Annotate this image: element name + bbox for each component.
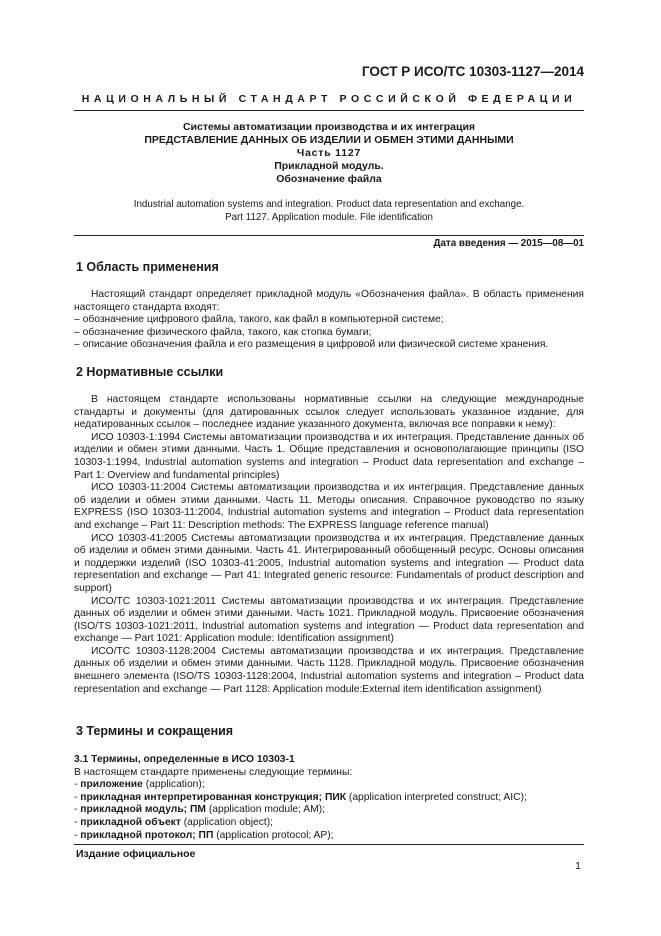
title-line-2: ПРЕДСТАВЛЕНИЕ ДАННЫХ ОБ ИЗДЕЛИИ И ОБМЕН ЭТИМИ ДАННЫМИ [144,134,514,146]
english-title-line-1: Industrial automation systems and integration. Product data representation and exchange. [133,199,525,210]
footer-divider [74,844,584,845]
term-english: (application protocol; AP); [213,829,334,841]
scope-item: – обозначение цифрового файла, такого, как файл в компьютерной системе; [74,314,444,326]
standard-number: ГОСТ Р ИСО/ТС 10303-1127—2014 [361,64,584,79]
section-3-intro: В настоящем стандарте применены следующие термины: [74,766,353,778]
national-standard-banner: НАЦИОНАЛЬНЫЙ СТАНДАРТ РОССИЙСКОЙ ФЕДЕРАЦИИ [81,93,577,105]
scope-item: – обозначение физического файла, такого, как стопка бумаги; [74,326,372,338]
title-part: Часть 1127 [296,147,362,159]
term-item: - приложение (application); [74,779,205,791]
term-english: (application); [142,779,205,791]
normative-reference: ИСО/ТС 10303-1021:2011 Системы автоматизации производства и их интеграция. Представление данных об изделии и обмен этими данными. Часть 1021. Прикладной модуль. Присвоение обозначения (ISO/TS 10303-1021:2011, Industrial automation systems and integration — Product data representation and exchange — Part 1021: Application module: Identification assignment) [74,595,584,645]
english-title [74,198,584,224]
title-block [74,121,584,186]
normative-reference: ИСО 10303-1:1994 Системы автоматизации производства и их интеграция. Представление данных об изделии и обмен этими данными. Часть 1. Общие представления и основополагающие принципы (ISO 10303-1:1994, Industrial automation systems and integration – Product data representation and exchange – Part 1: Overview and fundamental principles) [74,431,584,481]
page-number: 1 [575,860,581,872]
normative-reference: ИСО/ТС 10303-1128:2004 Системы автоматизации производства и их интеграция. Представление данных об изделии и обмен этими данными. Часть 1128. Прикладной модуль. Присвоение обозначения внешнего элемента (ISO/TS 10303-1128:2004, Industrial automation systems and integration – Product data representation and exchange — Part 1128: Application module:External item identification assignment) [74,645,584,695]
section-2-body [74,394,584,696]
header-divider [74,110,584,111]
scope-item: – описание обозначения файла и его размещения в цифровой или физической системе хранения. [74,339,549,351]
term-english: (application object); [180,816,274,828]
term-name: приложение [80,779,143,791]
term-name: прикладная интерпретированная конструкция; ПИК [80,791,347,803]
section-2-heading: 2 Нормативные ссылки [76,365,224,379]
term-item: - прикладной объект (application object); [74,816,274,828]
official-edition-label: Издание официальное [76,848,196,860]
normative-reference: ИСО 10303-11:2004 Системы автоматизации производства и их интеграция. Представление данных об изделии и обмен этими данными. Часть 11. Методы описания. Справочное руководство по языку EXPRESS (ISO 10303-11:2004, Industrial automation systems and integration – Product data representation and exchange – Part 11: Description methods: The EXPRESS language reference manual) [74,482,584,531]
term-english: (application interpreted construct; AIC); [346,791,527,803]
term-name: прикладной протокол; ПП [80,829,214,841]
term-item: - прикладной протокол; ПП (application protocol; AP); [74,829,334,841]
section-3-heading: 3 Термины и сокращения [76,724,234,738]
section-3-body [74,754,584,842]
subsection-3-1-heading: 3.1 Термины, определенные в ИСО 10303-1 [74,754,295,765]
title-line-1: Системы автоматизации производства и их интеграция [182,121,476,133]
term-item: - прикладная интерпретированная конструкция; ПИК (application interpreted construct; AIC); [74,791,527,803]
section-1-heading: 1 Область применения [76,260,219,274]
normative-reference: ИСО 10303-41:2005 Системы автоматизации производства и их интеграция. Представление данных об изделии и обмен этими данными. Часть 41. Интегрированный обобщенный ресурс. Основы описания и поддержки изделий (ISO 10303-41:2005, Industrial automation systems and integration — Product data representation and exchange — Part 41: Integrated generic resource: Fundamentals of product description and support) [74,532,584,594]
date-divider [74,235,584,236]
term-english: (application module; AM); [205,804,325,816]
title-line-4: Прикладной модуль. [274,160,384,172]
term-name: прикладной модуль; ПМ [80,804,206,816]
term-name: прикладной объект [80,816,181,828]
english-title-line-2: Part 1127. Application module. File identification [225,212,433,223]
introduction-date: Дата введения — 2015—08—01 [433,238,584,249]
section-1-body [74,289,584,352]
section-2-intro: В настоящем стандарте использованы нормативные ссылки на следующие международные стандарты и документы (для датированных ссылок следует использовать указанное издание, для недатированных ссылок – последнее издание указанного документа, включая все поправки к нему): [74,394,584,431]
title-line-5: Обозначение файла [276,173,382,185]
term-item: - прикладной модуль; ПМ (application module; AM); [74,804,325,816]
section-1-intro: Настоящий стандарт определяет прикладной модуль «Обозначения файла». В область применения настоящего стандарта входят: [74,289,584,313]
